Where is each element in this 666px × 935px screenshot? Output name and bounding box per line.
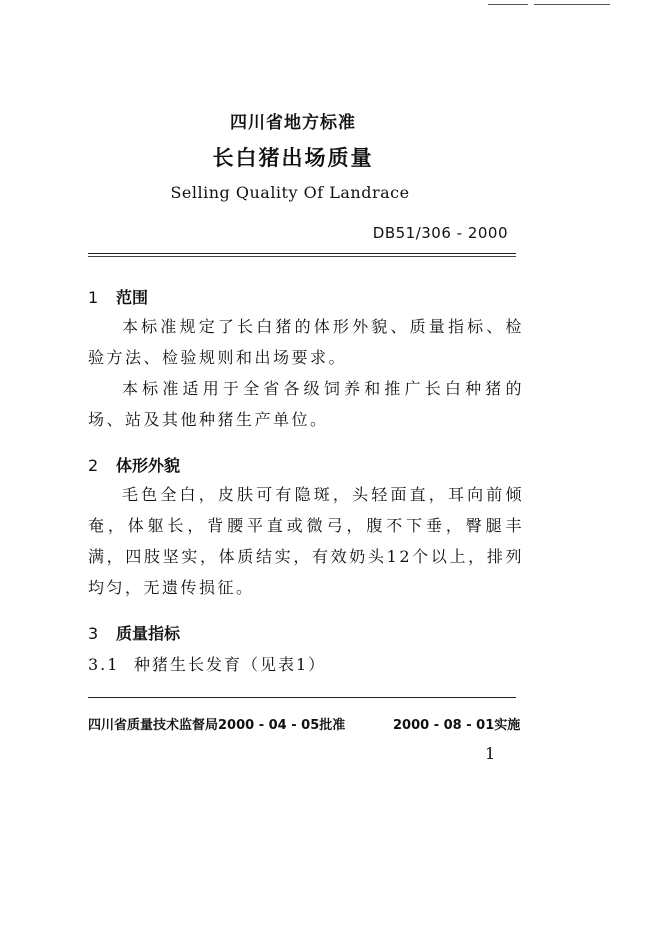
- section-3-number: 3: [88, 624, 99, 643]
- section-1-number: 1: [88, 288, 99, 307]
- section-1-title: 范围: [116, 288, 149, 307]
- scan-mark-left: [488, 4, 528, 5]
- section-2-title: 体形外貌: [116, 456, 181, 475]
- scan-mark-right: [534, 4, 610, 5]
- clause-3-1: [88, 652, 326, 675]
- section-2-paragraph-1: 毛色全白，皮肤可有隐斑，头轻面直，耳向前倾奄，体躯长，背腰平直或微弓，腹不下垂，臀腿丰满，四肢坚实，体质结实，有效奶头12个以上，排列均匀，无遗传损征。: [88, 485, 524, 597]
- standard-code: DB51/306 - 2000: [372, 224, 508, 242]
- footer-divider: [88, 697, 516, 698]
- clause-3-1-number: 3.1: [88, 655, 120, 674]
- english-title: Selling Quality Of Landrace: [170, 183, 410, 202]
- standard-category: 四川省地方标准: [230, 113, 356, 133]
- issuing-authority: 四川省质量技术监督局2000 - 04 - 05批准: [88, 718, 346, 733]
- page-number: 1: [485, 744, 496, 763]
- section-1-heading: [88, 285, 148, 308]
- section-2-number: 2: [88, 456, 99, 475]
- document-title: 长白猪出场质量: [212, 146, 374, 170]
- clause-3-1-text: 种猪生长发育（见表1）: [134, 655, 327, 674]
- section-3-title: 质量指标: [116, 624, 181, 643]
- section-1-paragraph-1: 本标准规定了长白猪的体形外貌、质量指标、检验方法、检验规则和出场要求。: [88, 317, 524, 367]
- effective-date: 2000 - 08 - 01实施: [393, 718, 521, 733]
- header-divider: [88, 253, 516, 257]
- section-3-heading: [88, 621, 180, 644]
- section-1-paragraph-2: 本标准适用于全省各级饲养和推广长白种猪的场、站及其他种猪生产单位。: [88, 379, 524, 429]
- section-2-heading: [88, 453, 180, 476]
